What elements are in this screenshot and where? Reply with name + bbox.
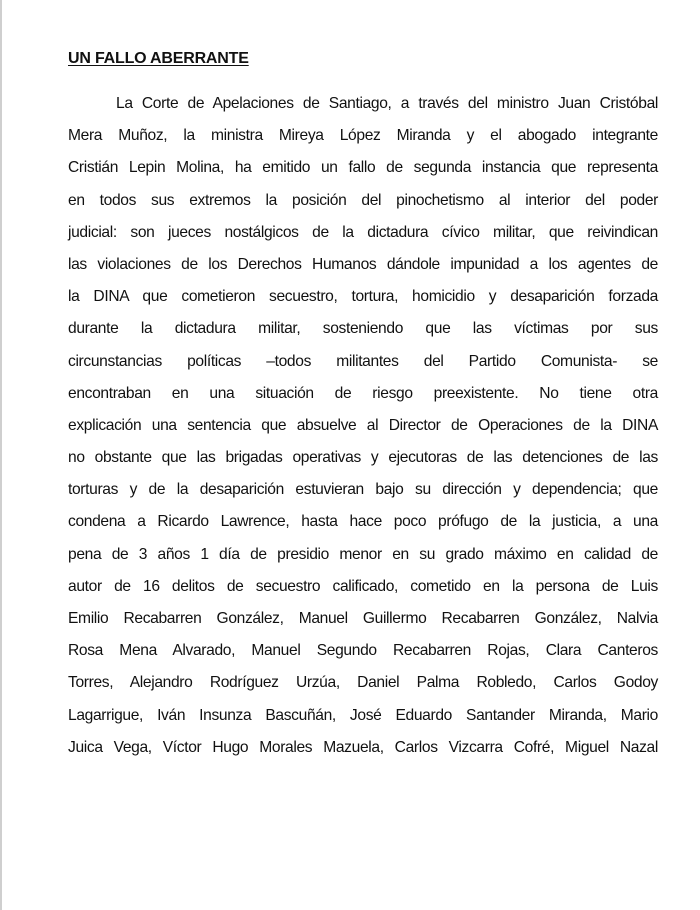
text-line: pena de 3 años 1 día de presidio menor en su grado máximo en calidad de [68,545,658,563]
document-page [68,46,658,764]
text-line: judicial: son jueces nostálgicos de la dictadura cívico militar, que reivindican [68,223,658,241]
text-line: Juica Vega, Víctor Hugo Morales Mazuela, Carlos Vizcarra Cofré, Miguel Nazal [68,738,658,756]
text-line: explicación una sentencia que absuelve al Director de Operaciones de la DINA [68,416,658,434]
text-line: Cristián Lepin Molina, ha emitido un fallo de segunda instancia que representa [68,159,658,177]
text-line: Mera Muñoz, la ministra Mireya López Miranda y el abogado integrante [68,127,658,145]
text-line: la DINA que cometieron secuestro, tortura, homicidio y desaparición forzada [68,288,658,306]
page-edge [0,0,2,910]
text-line: torturas y de la desaparición estuvieran bajo su dirección y dependencia; que [68,481,658,499]
text-line: encontraban en una situación de riesgo preexistente. No tiene otra [68,384,658,402]
text-line: las violaciones de los Derechos Humanos dándole impunidad a los agentes de [68,255,658,273]
text-line: no obstante que las brigadas operativas y ejecutoras de las detenciones de las [68,449,658,467]
text-line: Torres, Alejandro Rodríguez Urzúa, Daniel Palma Robledo, Carlos Godoy [68,674,658,692]
text-line: autor de 16 delitos de secuestro calificado, cometido en la persona de Luis [68,577,658,595]
document-body [68,88,658,764]
text-line: Lagarrigue, Iván Insunza Bascuñán, José Eduardo Santander Miranda, Mario [68,706,658,724]
document-title: UN FALLO ABERRANTE [68,50,249,67]
text-line: La Corte de Apelaciones de Santiago, a través del ministro Juan Cristóbal [116,95,658,112]
text-line: condena a Ricardo Lawrence, hasta hace poco prófugo de la justicia, a una [68,513,658,531]
text-line: circunstancias políticas –todos militantes del Partido Comunista- se [68,352,658,370]
text-line: Rosa Mena Alvarado, Manuel Segundo Recabarren Rojas, Clara Canteros [68,642,658,660]
text-line: en todos sus extremos la posición del pinochetismo al interior del poder [68,191,658,209]
text-line: Emilio Recabarren González, Manuel Guillermo Recabarren González, Nalvia [68,610,658,627]
text-line: durante la dictadura militar, sosteniendo que las víctimas por sus [68,320,658,338]
